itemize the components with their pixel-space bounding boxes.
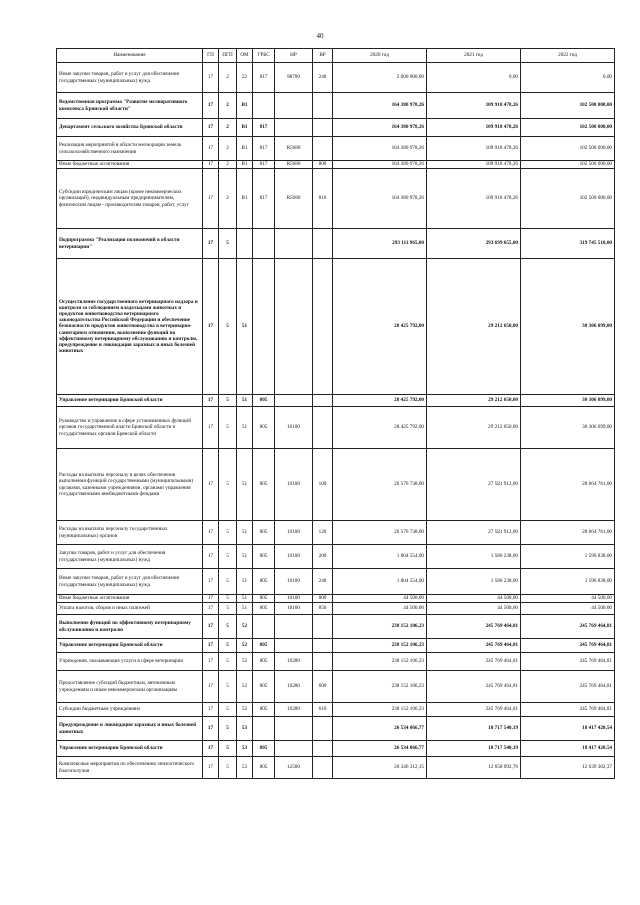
row-2021-cell: 245 769 464,81 [427, 653, 521, 671]
row-2020-cell: 164 380 978,26 [333, 161, 427, 169]
row-name-cell: Подпрограмма "Реализация полномочий в области ветеринарии" [57, 229, 203, 259]
row-gp-cell: 17 [203, 717, 219, 741]
row-2022-cell: 319 745 510,00 [521, 229, 615, 259]
row-2022-cell: 18 417 420,54 [521, 741, 615, 757]
row-2020-cell: 238 152 106,23 [333, 639, 427, 653]
row-gp-cell: 17 [203, 137, 219, 161]
row-2020-cell: 164 380 978,26 [333, 137, 427, 161]
row-2021-cell: 12 658 092,76 [427, 757, 521, 779]
row-2020-cell: 20 346 312,15 [333, 757, 427, 779]
row-2022-cell: 102 500 000,00 [521, 93, 615, 119]
row-nr-cell: 10100 [275, 595, 313, 603]
row-name-cell: Департамент сельского хозяйства Брянской области [57, 119, 203, 137]
row-2021-cell: 1 586 238,00 [427, 569, 521, 595]
row-om-cell: 51 [237, 407, 253, 449]
row-om-cell: 51 [237, 603, 253, 615]
row-2021-cell: 29 212 650,00 [427, 259, 521, 395]
row-vr-cell [313, 615, 333, 639]
row-2021-cell: 109 918 478,26 [427, 161, 521, 169]
row-om-cell: В1 [237, 161, 253, 169]
column-header: ГРБС [253, 49, 275, 63]
row-pgp-cell: 2 [219, 137, 237, 161]
row-2022-cell: 102 500 000,00 [521, 169, 615, 229]
row-vr-cell [313, 137, 333, 161]
row-grbs-cell: 805 [253, 703, 275, 717]
table-row [57, 757, 615, 779]
row-pgp-cell: 5 [219, 603, 237, 615]
row-grbs-cell: 805 [253, 569, 275, 595]
row-2022-cell: 245 769 464,81 [521, 639, 615, 653]
row-om-cell: 51 [237, 569, 253, 595]
row-om-cell: 51 [237, 521, 253, 545]
column-header: НР [275, 49, 313, 63]
row-pgp-cell: 5 [219, 703, 237, 717]
row-name-cell: Комплексные мероприятия по обеспечению эпизоотического благополучия [57, 757, 203, 779]
row-2022-cell: 30 306 099,00 [521, 395, 615, 407]
row-2022-cell: 30 306 099,00 [521, 259, 615, 395]
row-om-cell: В1 [237, 137, 253, 161]
row-vr-cell: 800 [313, 161, 333, 169]
row-om-cell: 51 [237, 259, 253, 395]
row-grbs-cell: 805 [253, 639, 275, 653]
column-header: 2020 год [333, 49, 427, 63]
table-row [57, 603, 615, 615]
table-body [57, 63, 615, 779]
row-pgp-cell: 2 [219, 169, 237, 229]
row-2022-cell: 102 500 000,00 [521, 161, 615, 169]
row-nr-cell: 10100 [275, 603, 313, 615]
row-2021-cell: 18 717 540,19 [427, 717, 521, 741]
row-2021-cell: 109 918 478,26 [427, 137, 521, 161]
row-gp-cell: 17 [203, 639, 219, 653]
row-grbs-cell: 817 [253, 161, 275, 169]
column-header: ПГП [219, 49, 237, 63]
row-grbs-cell: 817 [253, 169, 275, 229]
row-2020-cell: 164 380 978,26 [333, 169, 427, 229]
row-gp-cell: 17 [203, 757, 219, 779]
row-pgp-cell: 5 [219, 407, 237, 449]
row-vr-cell [313, 119, 333, 137]
row-om-cell: 52 [237, 671, 253, 703]
column-header: ГП [203, 49, 219, 63]
table-row [57, 169, 615, 229]
table-row [57, 639, 615, 653]
row-name-cell: Субсидии юридическим лицам (кроме некоммерческих организаций), индивидуальным предпринимателям, физическим лицам - производителям товаров, работ, услуг [57, 169, 203, 229]
row-pgp-cell: 5 [219, 569, 237, 595]
table-row [57, 545, 615, 569]
row-om-cell: 51 [237, 545, 253, 569]
table-row [57, 595, 615, 603]
row-nr-cell: R5680 [275, 169, 313, 229]
row-grbs-cell: 817 [253, 119, 275, 137]
row-om-cell: 51 [237, 395, 253, 407]
row-vr-cell: 850 [313, 603, 333, 615]
row-name-cell: Осуществление государственного ветеринарного надзора и контроля за соблюдением владельцами животных и продуктов животноводства ветеринарного законодательства Российской Федерации и обеспечение безопасности продуктов животноводства в ветеринарно-санитарном отношении, выполнение функций по эффективному ветеринарному обслуживанию и контролю, предупреждение и ликвидация заразных и иных болезней животных [57, 259, 203, 395]
row-vr-cell: 610 [313, 703, 333, 717]
row-2020-cell: 1 804 554,00 [333, 569, 427, 595]
row-grbs-cell: 805 [253, 757, 275, 779]
row-pgp-cell: 5 [219, 259, 237, 395]
row-vr-cell [313, 741, 333, 757]
row-om-cell: В1 [237, 93, 253, 119]
row-2021-cell: 29 212 650,00 [427, 395, 521, 407]
row-nr-cell: 10100 [275, 569, 313, 595]
row-gp-cell: 17 [203, 395, 219, 407]
row-vr-cell: 240 [313, 569, 333, 595]
row-vr-cell: 200 [313, 545, 333, 569]
row-grbs-cell: 805 [253, 449, 275, 521]
table-row [57, 703, 615, 717]
row-2020-cell: 1 804 554,00 [333, 545, 427, 569]
table-header-row [57, 49, 615, 63]
row-2022-cell: 245 769 464,81 [521, 671, 615, 703]
row-2021-cell: 29 212 650,00 [427, 407, 521, 449]
row-pgp-cell: 2 [219, 161, 237, 169]
row-2021-cell: 27 581 912,00 [427, 449, 521, 521]
row-pgp-cell: 5 [219, 521, 237, 545]
row-name-cell: Реализация мероприятий в области мелиорации земель сельскохозяйственного назначения [57, 137, 203, 161]
row-2021-cell: 245 769 464,81 [427, 615, 521, 639]
row-2021-cell: 245 769 464,81 [427, 639, 521, 653]
row-name-cell: Субсидии бюджетным учреждениям [57, 703, 203, 717]
row-2020-cell: 26 534 066,77 [333, 717, 427, 741]
row-pgp-cell: 5 [219, 639, 237, 653]
row-2020-cell: 28 425 792,00 [333, 259, 427, 395]
row-om-cell: 53 [237, 757, 253, 779]
row-vr-cell [313, 407, 333, 449]
row-om-cell: В1 [237, 169, 253, 229]
row-nr-cell: 10280 [275, 671, 313, 703]
row-name-cell: Управление ветеринарии Брянской области [57, 741, 203, 757]
row-2021-cell: 293 699 655,00 [427, 229, 521, 259]
row-2020-cell: 28 425 792,00 [333, 407, 427, 449]
row-2020-cell: 2 000 000,00 [333, 63, 427, 93]
row-gp-cell: 17 [203, 119, 219, 137]
row-name-cell: Иные бюджетные ассигнования [57, 595, 203, 603]
column-header: 2021 год [427, 49, 521, 63]
row-gp-cell: 17 [203, 703, 219, 717]
row-vr-cell [313, 93, 333, 119]
table-row [57, 229, 615, 259]
row-om-cell: 52 [237, 653, 253, 671]
row-gp-cell: 17 [203, 169, 219, 229]
column-header: ВР [313, 49, 333, 63]
row-vr-cell: 100 [313, 449, 333, 521]
row-grbs-cell [253, 717, 275, 741]
row-2022-cell: 102 500 000,00 [521, 137, 615, 161]
row-gp-cell: 17 [203, 741, 219, 757]
row-2021-cell: 245 769 464,81 [427, 703, 521, 717]
row-2020-cell: 164 380 978,26 [333, 93, 427, 119]
row-om-cell: В1 [237, 119, 253, 137]
row-nr-cell [275, 119, 313, 137]
row-name-cell: Закупка товаров, работ и услуг для обеспечения государственных (муниципальных) нужд [57, 545, 203, 569]
row-grbs-cell: 805 [253, 395, 275, 407]
row-2022-cell: 1 596 838,00 [521, 545, 615, 569]
row-2021-cell: 109 918 478,26 [427, 169, 521, 229]
row-pgp-cell: 5 [219, 757, 237, 779]
row-vr-cell: 240 [313, 63, 333, 93]
row-2022-cell: 44 500,00 [521, 603, 615, 615]
row-om-cell: 52 [237, 639, 253, 653]
row-2022-cell: 28 664 761,00 [521, 521, 615, 545]
row-gp-cell: 17 [203, 615, 219, 639]
row-gp-cell: 17 [203, 93, 219, 119]
row-name-cell: Ведомственная программа "Развитие мелиоративного комплекса Брянской области" [57, 93, 203, 119]
row-nr-cell [275, 229, 313, 259]
row-vr-cell [313, 757, 333, 779]
row-name-cell: Учреждения, оказывающие услуги в сфере ветеринарии [57, 653, 203, 671]
row-nr-cell: 10100 [275, 449, 313, 521]
table-row [57, 259, 615, 395]
row-grbs-cell: 805 [253, 671, 275, 703]
budget-table [56, 48, 615, 779]
row-gp-cell: 17 [203, 671, 219, 703]
row-2020-cell: 238 152 106,23 [333, 671, 427, 703]
row-name-cell: Предупреждение и ликвидация заразных и иных болезней животных [57, 717, 203, 741]
row-2020-cell: 164 380 978,26 [333, 119, 427, 137]
row-vr-cell [313, 653, 333, 671]
row-grbs-cell [253, 615, 275, 639]
row-nr-cell: R5680 [275, 161, 313, 169]
row-gp-cell: 17 [203, 521, 219, 545]
row-2020-cell: 44 500,00 [333, 603, 427, 615]
row-name-cell: Выполнение функций по эффективному ветеринарному обслуживанию и контролю [57, 615, 203, 639]
table-row [57, 407, 615, 449]
row-2022-cell: 44 500,00 [521, 595, 615, 603]
row-pgp-cell: 5 [219, 615, 237, 639]
row-2022-cell: 0,00 [521, 63, 615, 93]
row-grbs-cell: 805 [253, 545, 275, 569]
row-name-cell: Расходы на выплаты персоналу государственных (муниципальных) органов [57, 521, 203, 545]
row-grbs-cell: 817 [253, 137, 275, 161]
row-vr-cell: 810 [313, 169, 333, 229]
row-name-cell: Уплата налогов, сборов и иных платежей [57, 603, 203, 615]
row-name-cell: Управление ветеринарии Брянской области [57, 395, 203, 407]
page-number: 40 [316, 32, 324, 40]
row-nr-cell: 10100 [275, 521, 313, 545]
row-vr-cell: 120 [313, 521, 333, 545]
row-pgp-cell: 2 [219, 63, 237, 93]
row-2022-cell: 102 500 000,00 [521, 119, 615, 137]
table-row [57, 395, 615, 407]
row-nr-cell: 10100 [275, 545, 313, 569]
row-grbs-cell: 805 [253, 407, 275, 449]
row-gp-cell: 17 [203, 407, 219, 449]
row-gp-cell: 17 [203, 229, 219, 259]
row-nr-cell [275, 639, 313, 653]
table-row [57, 615, 615, 639]
row-gp-cell: 17 [203, 653, 219, 671]
row-grbs-cell: 805 [253, 653, 275, 671]
row-2021-cell: 109 918 478,26 [427, 93, 521, 119]
row-grbs-cell [253, 259, 275, 395]
row-nr-cell [275, 615, 313, 639]
row-gp-cell: 17 [203, 569, 219, 595]
row-vr-cell: 800 [313, 595, 333, 603]
row-2021-cell: 245 769 464,81 [427, 671, 521, 703]
row-gp-cell: 17 [203, 259, 219, 395]
row-vr-cell [313, 639, 333, 653]
row-nr-cell [275, 717, 313, 741]
row-vr-cell [313, 717, 333, 741]
row-gp-cell: 17 [203, 595, 219, 603]
row-2022-cell: 30 306 099,00 [521, 407, 615, 449]
row-gp-cell: 17 [203, 63, 219, 93]
row-2021-cell: 44 500,00 [427, 595, 521, 603]
table-row [57, 119, 615, 137]
row-pgp-cell: 5 [219, 229, 237, 259]
row-2020-cell: 293 111 965,00 [333, 229, 427, 259]
row-2020-cell: 238 152 106,23 [333, 653, 427, 671]
row-pgp-cell: 5 [219, 595, 237, 603]
row-2021-cell: 1 586 238,00 [427, 545, 521, 569]
row-grbs-cell [253, 229, 275, 259]
column-header: Наименование [57, 49, 203, 63]
row-2022-cell: 245 769 464,81 [521, 653, 615, 671]
row-2021-cell: 18 717 540,19 [427, 741, 521, 757]
row-name-cell: Иные закупки товаров, работ и услуг для обеспечения государственных (муниципальных) нужд [57, 569, 203, 595]
row-nr-cell [275, 395, 313, 407]
row-nr-cell: 98700 [275, 63, 313, 93]
row-om-cell: 53 [237, 717, 253, 741]
row-om-cell: 53 [237, 741, 253, 757]
table-row [57, 569, 615, 595]
row-grbs-cell: 805 [253, 595, 275, 603]
row-om-cell: 22 [237, 63, 253, 93]
row-2020-cell: 26 534 066,77 [333, 741, 427, 757]
row-2020-cell: 26 576 738,00 [333, 521, 427, 545]
table-row [57, 63, 615, 93]
table-row [57, 521, 615, 545]
row-pgp-cell: 5 [219, 653, 237, 671]
row-name-cell: Расходы на выплаты персоналу в целях обеспечения выполнения функций государственными (муниципальными) органами, казенными учреждениями, органами управления государственными внебюджетными фондами [57, 449, 203, 521]
row-2022-cell: 12 639 302,37 [521, 757, 615, 779]
row-grbs-cell: 805 [253, 603, 275, 615]
row-pgp-cell: 5 [219, 671, 237, 703]
row-2022-cell: 245 769 464,81 [521, 615, 615, 639]
row-name-cell: Управление ветеринарии Брянской области [57, 639, 203, 653]
row-om-cell: 51 [237, 449, 253, 521]
row-grbs-cell: 805 [253, 741, 275, 757]
row-grbs-cell [253, 93, 275, 119]
row-nr-cell: 10280 [275, 703, 313, 717]
table-row [57, 137, 615, 161]
row-2022-cell: 245 769 464,81 [521, 703, 615, 717]
row-2020-cell: 28 425 792,00 [333, 395, 427, 407]
row-vr-cell [313, 259, 333, 395]
row-pgp-cell: 2 [219, 119, 237, 137]
row-2020-cell: 26 576 738,00 [333, 449, 427, 521]
row-2022-cell: 28 664 761,00 [521, 449, 615, 521]
row-pgp-cell: 5 [219, 717, 237, 741]
table-row [57, 161, 615, 169]
column-header: ОМ [237, 49, 253, 63]
row-nr-cell [275, 741, 313, 757]
row-vr-cell [313, 229, 333, 259]
row-om-cell: 52 [237, 703, 253, 717]
row-2021-cell: 0,00 [427, 63, 521, 93]
row-nr-cell: 12500 [275, 757, 313, 779]
row-2022-cell: 18 417 420,54 [521, 717, 615, 741]
row-name-cell: Иные бюджетные ассигнования [57, 161, 203, 169]
row-pgp-cell: 5 [219, 741, 237, 757]
row-2020-cell: 44 500,00 [333, 595, 427, 603]
row-2020-cell: 238 152 106,23 [333, 615, 427, 639]
row-nr-cell: 10280 [275, 653, 313, 671]
row-nr-cell: 10100 [275, 407, 313, 449]
row-name-cell: Руководство и управление в сфере установленных функций органов государственной власти Брянской области и государственных органов Брянской области [57, 407, 203, 449]
row-gp-cell: 17 [203, 545, 219, 569]
row-vr-cell [313, 395, 333, 407]
row-om-cell [237, 229, 253, 259]
row-om-cell: 52 [237, 615, 253, 639]
row-2022-cell: 1 596 838,00 [521, 569, 615, 595]
table-row [57, 671, 615, 703]
table-row [57, 653, 615, 671]
row-pgp-cell: 2 [219, 93, 237, 119]
table-row [57, 449, 615, 521]
row-vr-cell: 600 [313, 671, 333, 703]
row-nr-cell [275, 93, 313, 119]
row-gp-cell: 17 [203, 603, 219, 615]
table-row [57, 741, 615, 757]
table-row [57, 717, 615, 741]
row-2020-cell: 238 152 106,23 [333, 703, 427, 717]
row-2021-cell: 44 500,00 [427, 603, 521, 615]
column-header: 2022 год [521, 49, 615, 63]
row-gp-cell: 17 [203, 161, 219, 169]
row-name-cell: Предоставление субсидий бюджетным, автономным учреждениям и иным некоммерческим организациям [57, 671, 203, 703]
row-om-cell: 51 [237, 595, 253, 603]
row-grbs-cell: 817 [253, 63, 275, 93]
row-name-cell: Иные закупки товаров, работ и услуг для обеспечения государственных (муниципальных) нужд [57, 63, 203, 93]
row-2021-cell: 109 918 478,26 [427, 119, 521, 137]
row-pgp-cell: 5 [219, 449, 237, 521]
row-nr-cell [275, 259, 313, 395]
row-grbs-cell: 805 [253, 521, 275, 545]
row-pgp-cell: 5 [219, 395, 237, 407]
row-pgp-cell: 5 [219, 545, 237, 569]
table-row [57, 93, 615, 119]
row-nr-cell: R5680 [275, 137, 313, 161]
row-gp-cell: 17 [203, 449, 219, 521]
row-2021-cell: 27 581 912,00 [427, 521, 521, 545]
